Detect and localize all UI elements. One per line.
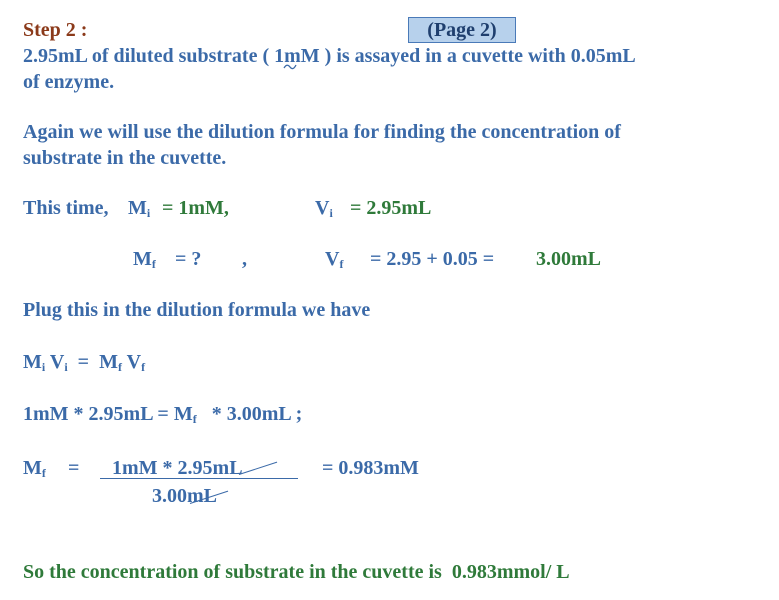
result-answer: = 0.983mM <box>322 457 419 479</box>
mi-value: = 1mM, <box>162 197 229 219</box>
mf-letter: M <box>133 248 152 270</box>
again-line-1: Again we will use the dilution formula for finding the concentration of <box>23 121 621 143</box>
result-m-letter: M <box>23 457 42 479</box>
formula-sub-i1: i <box>41 360 46 374</box>
plug-text: Plug this in the dilution formula we have <box>23 299 371 321</box>
fraction-denominator: 3.00mL <box>152 485 217 507</box>
mi-symbol <box>128 196 150 225</box>
vi-value: = 2.95mL <box>350 197 432 219</box>
vf-subscript: f <box>339 257 344 271</box>
formula-sub-f2: f <box>141 360 146 374</box>
substituted-equation <box>23 402 302 431</box>
page-badge: (Page 2) <box>408 17 516 43</box>
fraction-bar <box>100 478 298 479</box>
conclusion <box>23 560 570 584</box>
conclusion-value: 0.983mmol/ L <box>451 561 570 583</box>
vi-letter: V <box>315 197 330 219</box>
conclusion-text: So the concentration of substrate in the cuvette is <box>23 561 447 583</box>
intro-line-1-text: 2.95mL of diluted substrate ( 1mM ) is assayed in a cuvette with <box>23 45 571 67</box>
formula-sub-f1: f <box>117 360 122 374</box>
formula-m1: M <box>23 351 42 373</box>
substituted-sub-f: f <box>192 412 197 426</box>
vf-symbol <box>325 247 343 276</box>
formula-m2: M <box>99 351 118 373</box>
substituted-left: 1mM * 2.95mL = <box>23 403 169 425</box>
vf-letter: V <box>325 248 340 270</box>
cancel-stroke-numerator <box>239 462 277 475</box>
mf-subscript: f <box>151 257 156 271</box>
this-time-label: This time, <box>23 197 109 219</box>
again-line-2: substrate in the cuvette. <box>23 147 227 169</box>
dilution-formula <box>23 350 145 379</box>
step-label: Step 2 : <box>23 19 88 41</box>
vf-sum: = 2.95 + 0.05 = <box>370 248 495 270</box>
vf-value: 3.00mL <box>536 248 601 270</box>
substituted-m: M <box>173 403 193 425</box>
vi-symbol <box>315 196 333 225</box>
mi-subscript: i <box>146 206 151 220</box>
formula-sub-i2: i <box>64 360 68 374</box>
fraction-numerator: 1mM * 2.95mL <box>112 457 243 479</box>
mf-value: = ? <box>175 248 202 270</box>
substituted-right: * 3.00mL ; <box>211 403 303 425</box>
formula-v2: V <box>126 351 142 373</box>
separator-comma: , <box>242 248 247 270</box>
intro-line-1 <box>23 44 636 68</box>
result-m <box>23 456 46 485</box>
formula-equals: = <box>77 351 90 373</box>
formula-v1: V <box>49 351 65 373</box>
vi-subscript: i <box>329 206 333 220</box>
mi-letter: M <box>128 197 147 219</box>
result-sub-f: f <box>41 466 46 480</box>
intro-line-2: of enzyme. <box>23 71 115 93</box>
mf-symbol <box>133 247 156 276</box>
annotation-squiggle <box>283 62 297 70</box>
enzyme-volume: 0.05mL <box>570 45 636 67</box>
result-equals: = <box>68 457 80 479</box>
